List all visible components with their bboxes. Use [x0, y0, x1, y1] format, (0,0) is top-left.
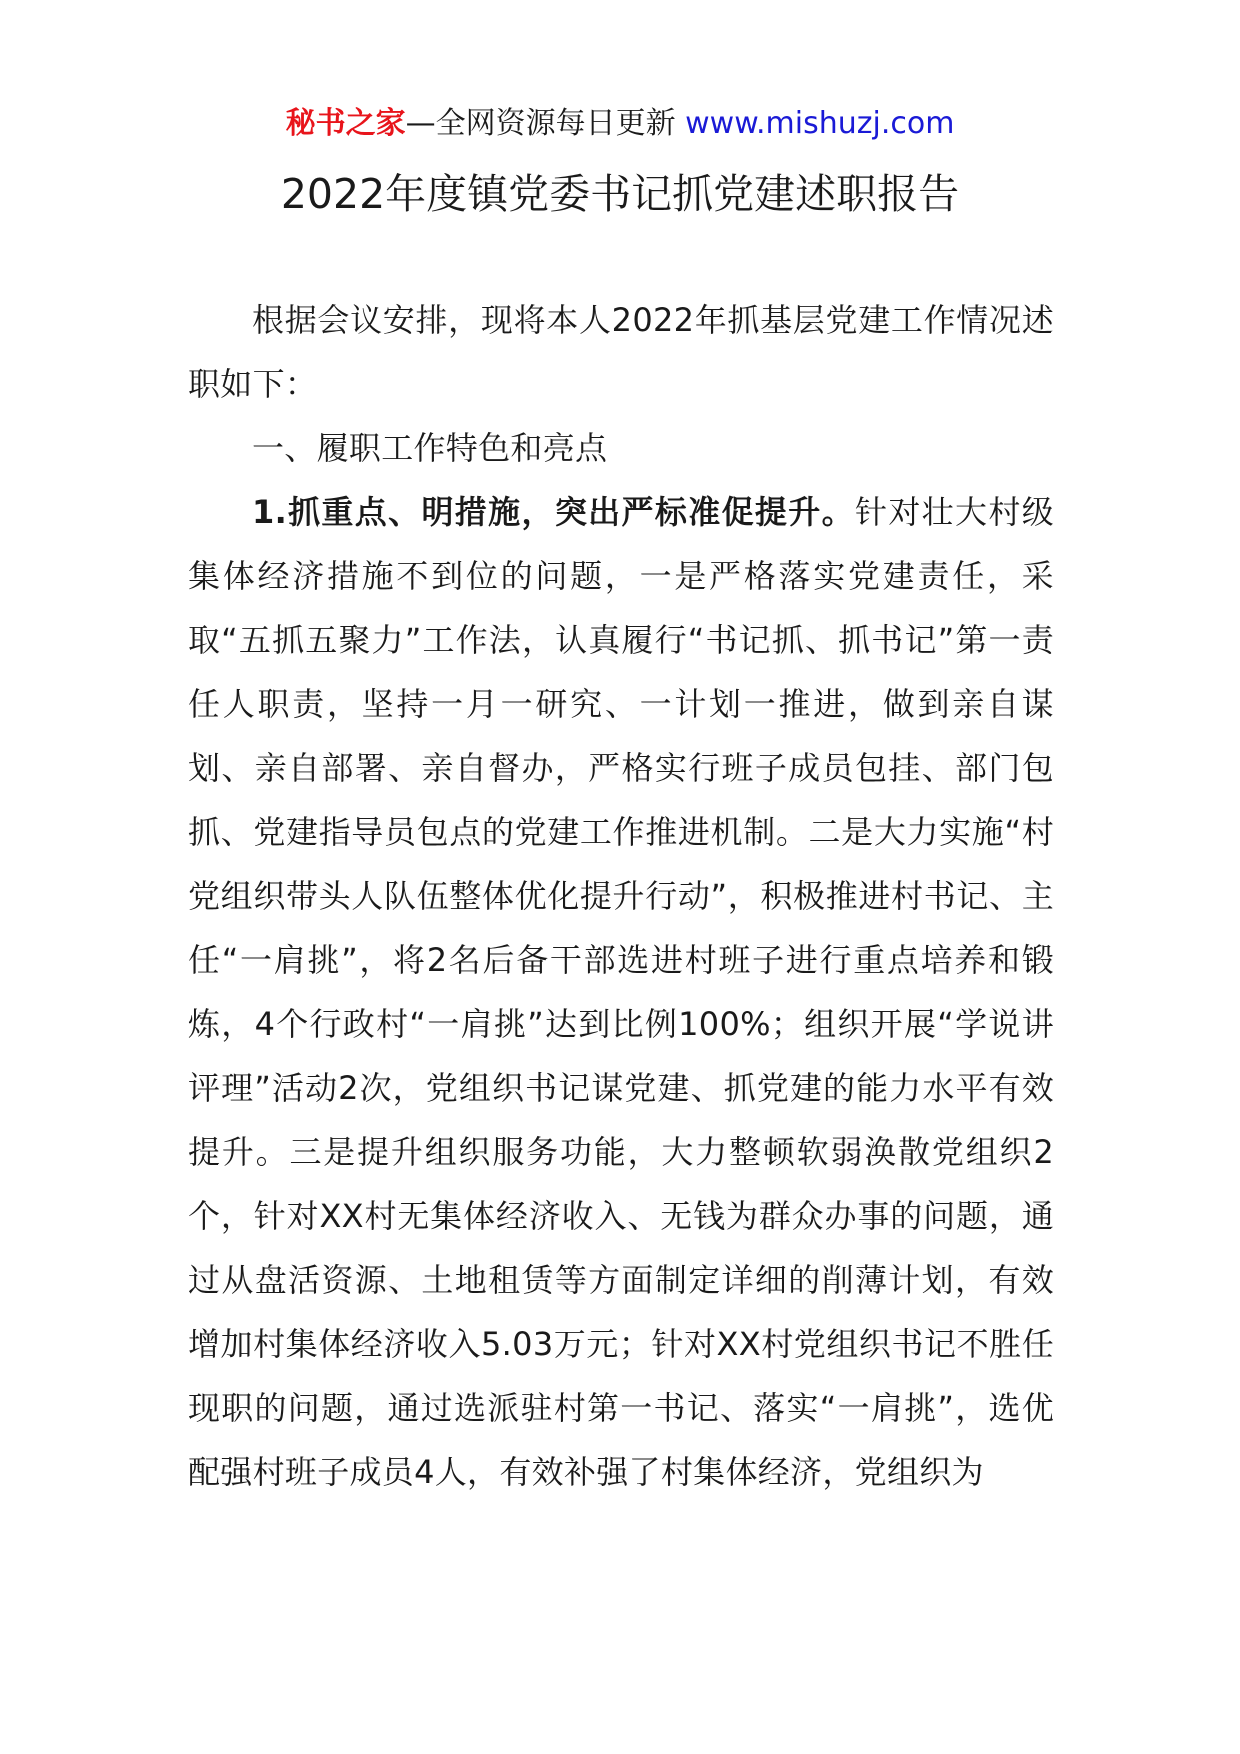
document-body	[188, 288, 1054, 1504]
document-title: 2022年度镇党委书记抓党建述职报告	[280, 170, 960, 218]
site-banner	[0, 104, 1240, 144]
point-lead: 1.抓重点、明措施，突出严标准促提升。	[252, 493, 855, 531]
site-url-link[interactable]: www.mishuzj.com	[685, 106, 955, 141]
point-paragraph	[188, 480, 1054, 1504]
point-body: 针对壮大村级集体经济措施不到位的问题，一是严格落实党建责任，采取“五抓五聚力”工作法，认真履行“书记抓、抓书记”第一责任人职责，坚持一月一研究、一计划一推进，做到亲自谋划、亲自部署、亲自督办，严格实行班子成员包挂、部门包抓、党建指导员包点的党建工作推进机制。二是大力实施“村党组织带头人队伍整体优化提升行动”，积极推进村书记、主任“一肩挑”，将2名后备干部选进村班子进行重点培养和锻炼，4个行政村“一肩挑”达到比例100%；组织开展“学说讲评理”活动2次，党组织书记谋党建、抓党建的能力水平有效提升。三是提升组织服务功能，大力整顿软弱涣散党组织2个，针对XX村无集体经济收入、无钱为群众办事的问题，通过从盘活资源、土地租赁等方面制定详细的削薄计划，有效增加村集体经济收入5.03万元；针对XX村党组织书记不胜任现职的问题，通过选派驻村第一书记、落实“一肩挑”，选优配强村班子成员4人，有效补强了村集体经济，党组织为	[188, 493, 1055, 1491]
section-heading: 一、履职工作特色和亮点	[252, 429, 608, 467]
intro-paragraph: 根据会议安排，现将本人2022年抓基层党建工作情况述职如下：	[188, 301, 1054, 403]
banner-slogan: —全网资源每日更新	[405, 106, 686, 141]
brand-name: 秘书之家	[285, 106, 406, 141]
